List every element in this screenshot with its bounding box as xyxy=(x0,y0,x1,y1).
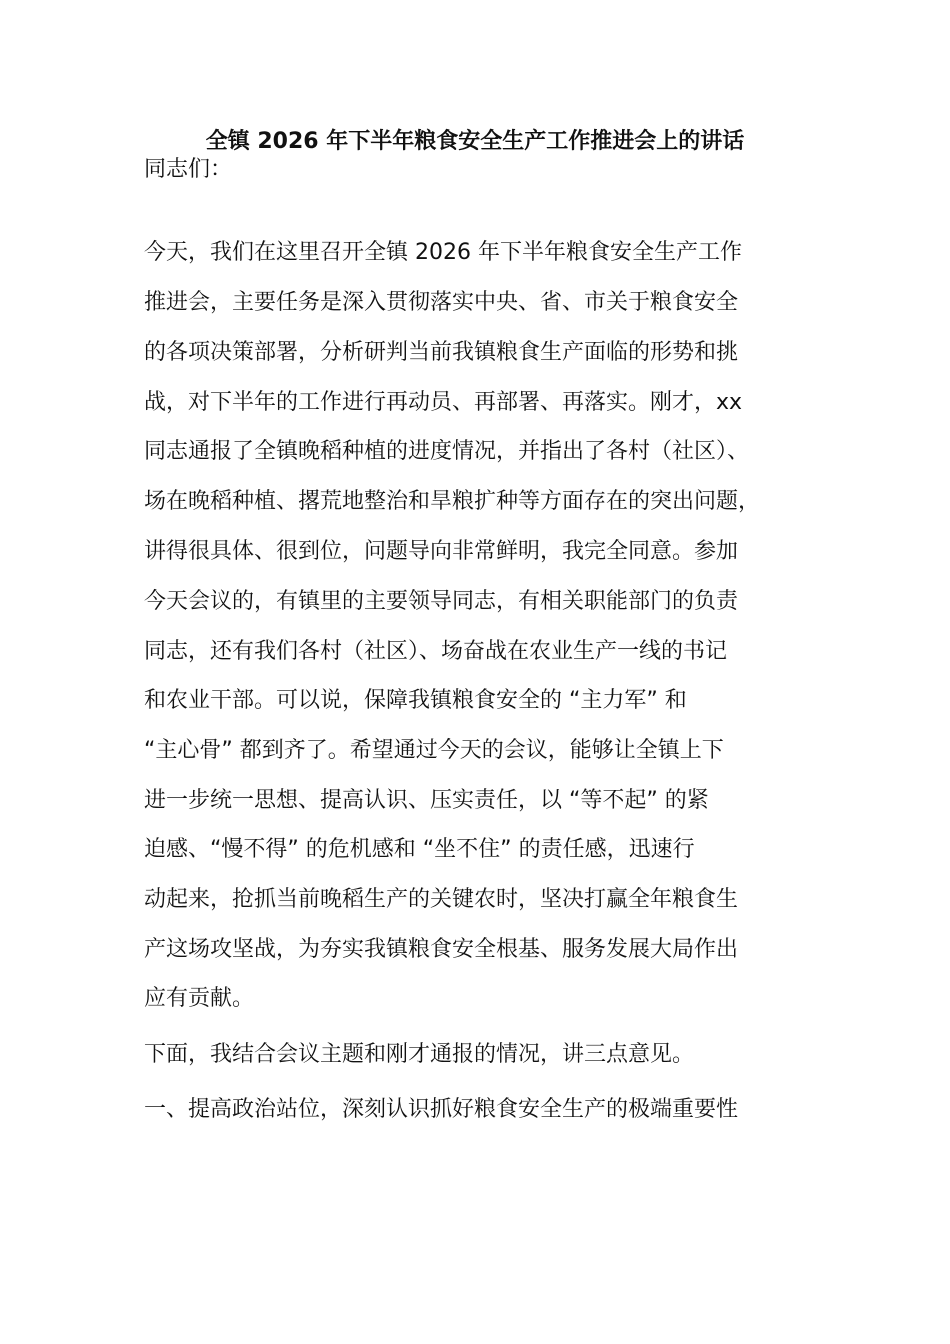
paragraph-line: 今天，我们在这里召开全镇 2026 年下半年粮食安全生产工作 xyxy=(144,240,742,265)
paragraph-line: 战，对下半年的工作进行再动员、再部署、再落实。刚才，xx xyxy=(144,390,743,415)
paragraph-line: “主心骨” 都到齐了。希望通过今天的会议，能够让全镇上下 xyxy=(144,738,724,763)
paragraph-line: 场在晚稻种植、撂荒地整治和旱粮扩种等方面存在的突出问题， xyxy=(144,489,761,514)
section-heading-1: 一、提高政治站位，深刻认识抓好粮食安全生产的极端重要性 xyxy=(144,1097,739,1122)
document-title: 全镇 2026 年下半年粮食安全生产工作推进会上的讲话 xyxy=(205,129,745,154)
paragraph-line: 的各项决策部署，分析研判当前我镇粮食生产面临的形势和挑 xyxy=(144,340,739,365)
paragraph-line: 应有贡献。 xyxy=(144,986,255,1011)
paragraph-line: 讲得很具体、很到位，问题导向非常鲜明，我完全同意。参加 xyxy=(144,539,739,564)
paragraph-line: 和农业干部。可以说，保障我镇粮食安全的 “主力军” 和 xyxy=(144,688,687,713)
paragraph-line: 同志通报了全镇晚稻种植的进度情况，并指出了各村（社区）、 xyxy=(144,439,750,464)
paragraph-line: 动起来，抢抓当前晚稻生产的关键农时，坚决打赢全年粮食生 xyxy=(144,887,739,912)
paragraph-line: 推进会，主要任务是深入贯彻落实中央、省、市关于粮食安全 xyxy=(144,290,739,315)
paragraph-line: 产这场攻坚战，为夯实我镇粮食安全根基、服务发展大局作出 xyxy=(144,937,739,962)
paragraph-line: 今天会议的，有镇里的主要领导同志，有相关职能部门的负责 xyxy=(144,589,739,614)
paragraph-2: 下面，我结合会议主题和刚才通报的情况，讲三点意见。 xyxy=(144,1042,695,1067)
salutation: 同志们： xyxy=(144,157,233,182)
paragraph-line: 同志，还有我们各村（社区）、场奋战在农业生产一线的书记 xyxy=(144,639,728,664)
paragraph-line: 进一步统一思想、提高认识、压实责任，以 “等不起” 的紧 xyxy=(144,788,709,813)
paragraph-line: 迫感、“慢不得” 的危机感和 “坐不住” 的责任感，迅速行 xyxy=(144,837,695,862)
